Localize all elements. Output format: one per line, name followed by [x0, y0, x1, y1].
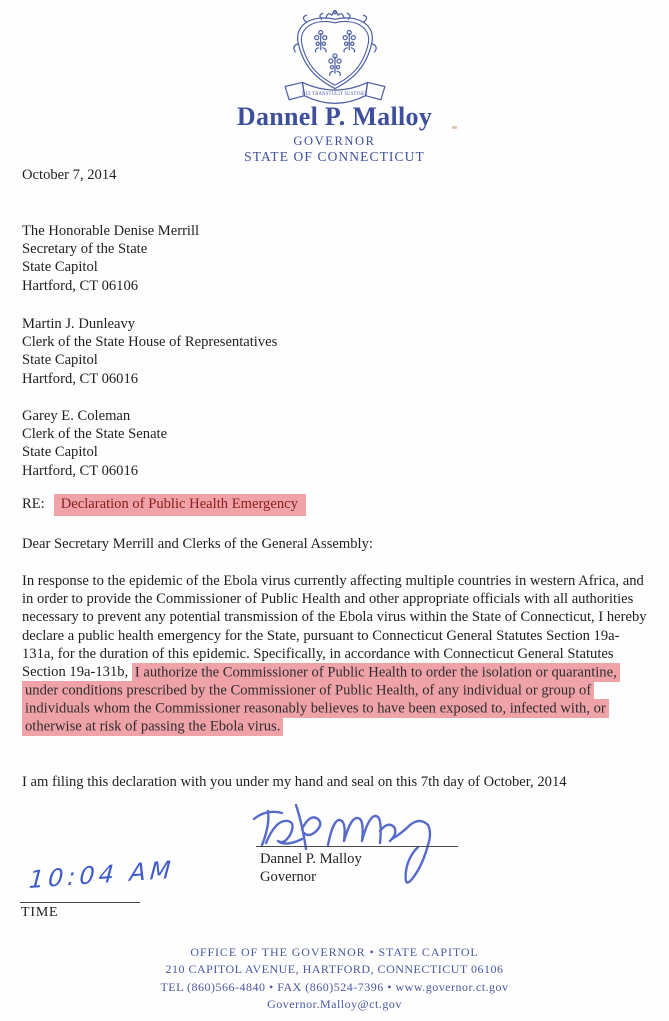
footer-email-line: Governor.Malloy@ct.gov [267, 997, 402, 1012]
letterhead-state-name: STATE OF CONNECTICUT [244, 149, 425, 164]
footer-address-line: 210 CAPITOL AVENUE, HARTFORD, CONNECTICUT 06106 [165, 962, 504, 977]
closing-sentence: I am filing this declaration with you under my hand and seal on this 7th day of October, 2014 [22, 774, 567, 790]
scan-artifact-speck [452, 126, 457, 129]
recipient-block-dunleavy [22, 315, 277, 388]
body-paragraph [22, 572, 651, 736]
recipient-line: Hartford, CT 06016 [22, 370, 139, 387]
letterhead-footer [0, 944, 669, 1014]
footer-contact-line: TEL (860)566-4840 • FAX (860)524-7396 • www.governor.ct.gov [160, 979, 509, 994]
letter-date: October 7, 2014 [22, 167, 117, 183]
recipient-line: Martin J. Dunleavy [22, 316, 136, 332]
recipient-line: State Capitol [22, 444, 98, 461]
recipient-line: Clerk of the State House of Representatives [22, 334, 278, 351]
recipient-line: Secretary of the State [22, 241, 148, 258]
time-label: TIME [21, 905, 59, 920]
salutation: Dear Secretary Merrill and Clerks of the General Assembly: [22, 536, 373, 552]
recipient-line: Hartford, CT 06106 [22, 277, 139, 294]
seal-motto-text: QUI TRANSTULIT SUSTINET [301, 92, 368, 98]
letterhead-governor-name: Dannel P. Malloy [236, 102, 433, 131]
body-text-highlighted: I authorize the Commissioner of Public Health to order the isolation or quarantine, under conditions prescribed by the Commissioner of Public Health, of any individual or group of individuals whom the Commissioner reasonably believes to have been exposed to, infected with, or otherwise at risk of passing the Ebola virus. [22, 663, 620, 737]
recipient-block-merrill [22, 222, 199, 295]
recipient-block-coleman [22, 407, 167, 480]
recipient-line: The Honorable Denise Merrill [22, 223, 200, 239]
recipient-line: Garey E. Coleman [22, 408, 131, 424]
time-line [20, 902, 140, 903]
recipient-line: State Capitol [22, 352, 98, 369]
footer-office-line: OFFICE OF THE GOVERNOR • STATE CAPITOL [190, 945, 479, 959]
connecticut-state-seal-icon [279, 6, 391, 113]
re-subject-highlighted: Declaration of Public Health Emergency [54, 494, 306, 516]
letterhead-governor-title: GOVERNOR [293, 134, 376, 148]
re-label: RE: [22, 496, 45, 512]
recipient-line: Clerk of the State Senate [22, 426, 168, 443]
signature-printed-title: Governor [260, 869, 316, 885]
recipient-line: State Capitol [22, 259, 98, 276]
handwritten-time: 10:04 AM [28, 855, 176, 894]
recipient-line: Hartford, CT 06016 [22, 462, 139, 479]
signature-line [256, 846, 458, 847]
body-text-normal: In response to the epidemic of the Ebola virus currently affecting multiple countries in western Africa, and in order to provide the Commissioner of Public Health and other appropriate officials with all authorities necessary to prevent any potential transmission of the Ebola virus within the State of Connecticut, I hereby declare a public health emergency for the State, pursuant to Connecticut General Statutes Section 19a-131a, for the duration of this epidemic. Specifically, in accordance with Connecticut General Statutes Section 19a-131b, [22, 573, 647, 681]
re-subject-line [22, 494, 306, 516]
signature-printed-name: Dannel P. Malloy [260, 851, 362, 867]
